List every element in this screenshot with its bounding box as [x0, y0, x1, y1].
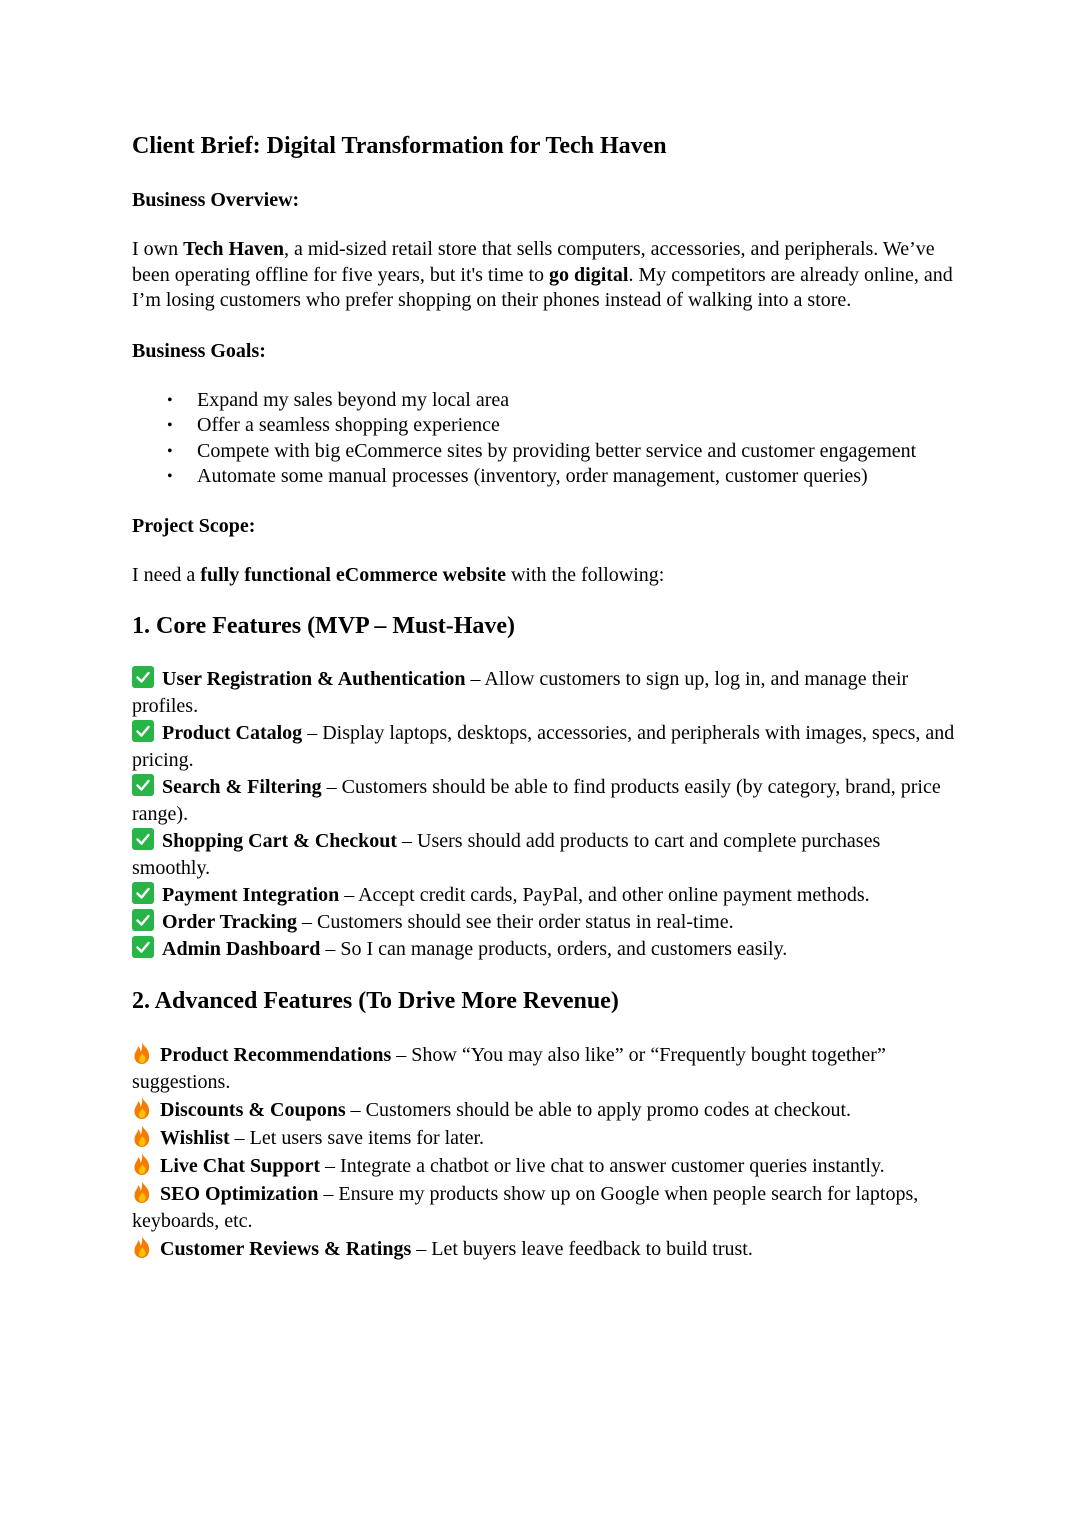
check-icon — [132, 936, 154, 958]
check-icon — [132, 882, 154, 904]
core-features-list — [132, 666, 962, 963]
overview-text-1: I own — [132, 238, 184, 260]
goal-item: • Offer a seamless shopping experience — [197, 413, 962, 439]
feature-desc: – Accept credit cards, PayPal, and other online payment methods. — [339, 884, 870, 906]
goal-item: • Automate some manual processes (inventory, order management, customer queries) — [197, 464, 962, 490]
bullet-icon: • — [167, 391, 173, 409]
document-page — [132, 128, 962, 1263]
document-title: Client Brief: Digital Transformation for Tech Haven — [132, 133, 667, 159]
feature-name: Admin Dashboard — [162, 938, 321, 960]
feature-desc: – So I can manage products, orders, and customers easily. — [320, 938, 788, 960]
feature-name: Product Recommendations — [160, 1044, 392, 1066]
feature-desc: – Show “You may also like” or “Frequently bought together” suggestions. — [132, 1044, 886, 1093]
core-feature-item — [132, 666, 962, 720]
advanced-features-heading: 2. Advanced Features (To Drive More Revenue) — [132, 988, 619, 1014]
fire-icon — [132, 1041, 152, 1065]
feature-desc: – Display laptops, desktops, accessories, and peripherals with images, specs, and pricing. — [132, 722, 955, 771]
feature-name: Order Tracking — [162, 911, 297, 933]
project-scope-paragraph: I need a fully functional eCommerce website with the following: — [132, 563, 665, 586]
feature-name: Payment Integration — [162, 884, 340, 906]
fire-icon — [132, 1096, 152, 1120]
core-feature-item — [132, 882, 962, 909]
advanced-feature-item — [132, 1041, 962, 1096]
fire-icon — [132, 1180, 152, 1204]
check-icon — [132, 774, 154, 796]
core-feature-item — [132, 828, 962, 882]
feature-name: Customer Reviews & Ratings — [160, 1238, 412, 1260]
feature-desc: – Customers should see their order status in real-time. — [297, 911, 734, 933]
feature-name: User Registration & Authentication — [162, 668, 466, 690]
advanced-feature-item — [132, 1096, 962, 1124]
bullet-icon: • — [167, 442, 173, 460]
check-icon — [132, 666, 154, 688]
business-goals-list — [132, 388, 962, 490]
overview-text-2: , a mid-sized retail store that sells computers, accessories, and peripherals. We’ve been operating offline for five years, but it's time to — [132, 238, 935, 286]
goal-item: • Expand my sales beyond my local area — [197, 388, 962, 414]
feature-desc: – Users should add products to cart and complete purchases smoothly. — [132, 830, 881, 879]
advanced-features-list — [132, 1041, 962, 1263]
feature-desc: – Customers should be able to apply promo codes at checkout. — [345, 1099, 852, 1121]
core-features-heading: 1. Core Features (MVP – Must-Have) — [132, 613, 516, 639]
check-icon — [132, 720, 154, 742]
overview-text-3: . My competitors are already online, and I’m losing customers who prefer shopping on their phones instead of walking into a store. — [132, 263, 953, 311]
project-scope-label: Project Scope: — [132, 514, 256, 537]
core-feature-item — [132, 936, 962, 963]
feature-name: Live Chat Support — [160, 1155, 321, 1177]
bullet-icon: • — [167, 417, 173, 434]
core-feature-item — [132, 909, 962, 936]
advanced-feature-item — [132, 1235, 962, 1263]
bullet-icon: • — [167, 468, 173, 485]
core-feature-item — [132, 720, 962, 774]
feature-desc: – Allow customers to sign up, log in, and manage their profiles. — [132, 668, 909, 717]
advanced-feature-item — [132, 1152, 962, 1180]
advanced-feature-item — [132, 1180, 962, 1235]
fire-icon — [132, 1124, 152, 1148]
feature-desc: – Let buyers leave feedback to build trust. — [411, 1238, 753, 1260]
feature-name: Product Catalog — [162, 722, 303, 744]
feature-desc: – Integrate a chatbot or live chat to answer customer queries instantly. — [320, 1155, 885, 1177]
feature-name: Search & Filtering — [162, 776, 322, 798]
check-icon — [132, 909, 154, 931]
feature-desc: – Ensure my products show up on Google when people search for laptops, keyboards, etc. — [132, 1183, 919, 1232]
feature-name: Wishlist — [160, 1127, 230, 1149]
goal-item: • Compete with big eCommerce sites by providing better service and customer engagement — [197, 439, 962, 465]
business-overview-label: Business Overview: — [132, 189, 300, 211]
scope-bold: fully functional eCommerce website — [200, 563, 506, 586]
fire-icon — [132, 1235, 152, 1259]
core-feature-item — [132, 774, 962, 828]
feature-name: Shopping Cart & Checkout — [162, 830, 398, 852]
feature-name: SEO Optimization — [160, 1183, 319, 1205]
feature-name: Discounts & Coupons — [160, 1099, 346, 1121]
business-overview-paragraph — [132, 237, 962, 314]
business-goals-label: Business Goals: — [132, 339, 266, 362]
feature-desc: – Customers should be able to find products easily (by category, brand, price range). — [132, 776, 941, 825]
advanced-feature-item — [132, 1124, 962, 1152]
overview-bold-go-digital: go digital — [549, 263, 629, 286]
feature-desc: – Let users save items for later. — [229, 1127, 485, 1149]
check-icon — [132, 828, 154, 850]
overview-bold-store-name: Tech Haven — [183, 238, 285, 260]
fire-icon — [132, 1152, 152, 1176]
